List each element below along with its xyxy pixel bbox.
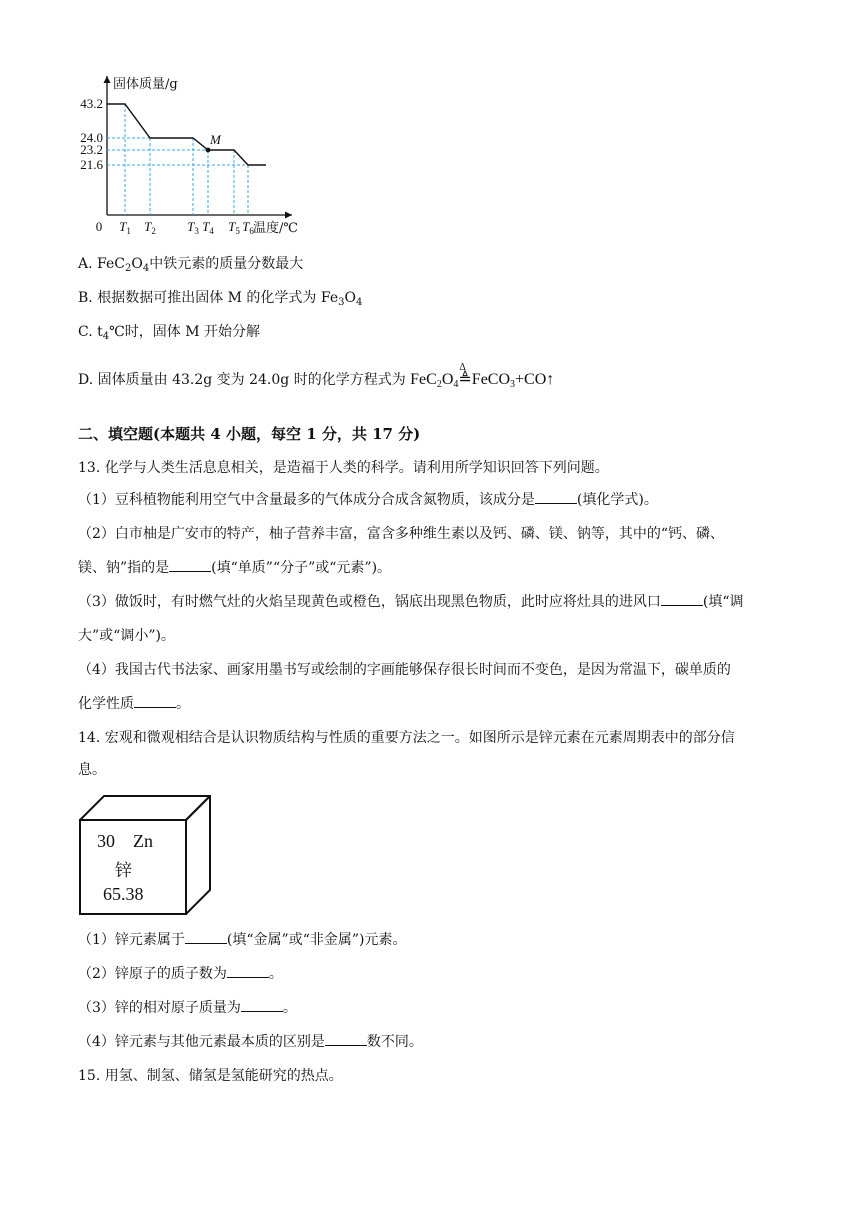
section-title: 二、填空题(本题共 4 小题，每空 1 分，共 17 分): [78, 425, 421, 443]
option-c: C. $t_4℃$时，固体 M 开始分解: [78, 324, 261, 342]
x-axis-arrow: [285, 212, 292, 219]
answer-blank[interactable]: [241, 998, 283, 1012]
element-symbol: Zn: [133, 831, 153, 851]
y-axis-arrow: [104, 76, 111, 83]
element-name: 锌: [115, 861, 132, 881]
y-tick-label: 21.6: [80, 157, 103, 172]
x-tick-label: $T_4$: [202, 219, 214, 236]
q13-part3-line1: （3）做饭时，有时燃气灶的火焰呈现黄色或橙色，锅底出现黑色物质，此时应将灶具的进风口 (填“调: [78, 594, 744, 610]
y-tick-label: 23.2: [80, 142, 103, 157]
x-tick-label: $T_5$: [228, 219, 240, 236]
q13-part1: （1）豆科植物能利用空气中含量最多的气体成分合成含氮物质，该成分是 (填化学式)。: [78, 492, 658, 508]
q14-part1: （1）锌元素属于 (填“金属”或“非金属”)元素。: [78, 932, 407, 948]
answer-blank[interactable]: [535, 490, 577, 504]
q14-part2: （2）锌原子的质子数为 。: [78, 966, 283, 982]
q14-part3: （3）锌的相对原子质量为 。: [78, 1000, 297, 1016]
reaction-equation: $FeC_2O_4$ Δ ≜FeCO$_3$+CO↑: [410, 362, 555, 390]
answer-blank[interactable]: [227, 964, 269, 978]
answer-blank[interactable]: [661, 592, 703, 606]
point-m-label: M: [210, 132, 221, 147]
mass-temperature-chart: [70, 68, 300, 238]
q14-part4: （4）锌元素与其他元素最本质的区别是 数不同。: [78, 1034, 423, 1050]
x-axis-label: 温度/℃: [253, 221, 298, 236]
q13-part4-line1: （4）我国古代书法家、画家用墨书写或绘制的字画能够保存很长时间而不变色，是因为常温下，碳单质的: [78, 662, 731, 678]
y-tick-label: 43.2: [80, 96, 103, 111]
y-axis-label: 固体质量/g: [113, 77, 178, 92]
answer-blank[interactable]: [325, 1032, 367, 1046]
q13-stem: 13. 化学与人类生活息息相关，是造福于人类的科学。请利用所学知识回答下列问题。: [78, 460, 609, 476]
chart-svg: [70, 68, 300, 238]
option-d: D. 固体质量由 43.2g 变为 24.0g 时的化学方程式为 $FeC_2O_4$ Δ ≜FeCO$_3$+CO↑: [78, 362, 555, 390]
option-b: B. 根据数据可推出固体 M 的化学式为 $Fe_3O_4$: [78, 290, 363, 308]
q15-stem: 15. 用氢、制氢、储氢是氢能研究的热点。: [78, 1068, 343, 1084]
atomic-number: 30: [97, 831, 115, 851]
q13-part4-line2: 化学性质 。: [78, 696, 190, 712]
q13-part2-line1: （2）白市柚是广安市的特产，柚子营养丰富，富含多种维生素以及钙、磷、镁、钠等，其中的“钙、磷、: [78, 526, 725, 542]
x-tick-label: $T_1$: [119, 219, 131, 236]
answer-blank[interactable]: [134, 694, 176, 708]
x-tick-label: $T_3$: [187, 219, 199, 236]
q13-part3-line2: 大”或“调小”)。: [78, 628, 175, 644]
x-tick-label: 0: [95, 219, 103, 234]
answer-blank[interactable]: [185, 930, 227, 944]
cube-outline: [79, 795, 211, 915]
q14-stem-line1: 14. 宏观和微观相结合是认识物质结构与性质的重要方法之一。如图所示是锌元素在元素周期表中的部分信: [78, 730, 735, 746]
x-tick-label: $T_6$: [242, 219, 254, 236]
zinc-element-cell: [79, 795, 211, 915]
option-a: A. $FeC_2O_4$中铁元素的质量分数最大: [78, 256, 304, 274]
answer-blank[interactable]: [169, 558, 211, 572]
point-m: [206, 148, 211, 153]
data-line: [107, 104, 266, 165]
q13-part2-line2: 镁、钠”指的是 (填“单质”“分子”或“元素”)。: [78, 560, 392, 576]
atomic-mass: 65.38: [103, 884, 144, 904]
x-tick-label: $T_2$: [144, 219, 156, 236]
q14-stem-line2: 息。: [78, 762, 106, 778]
y-tick-label: 24.0: [80, 130, 103, 145]
